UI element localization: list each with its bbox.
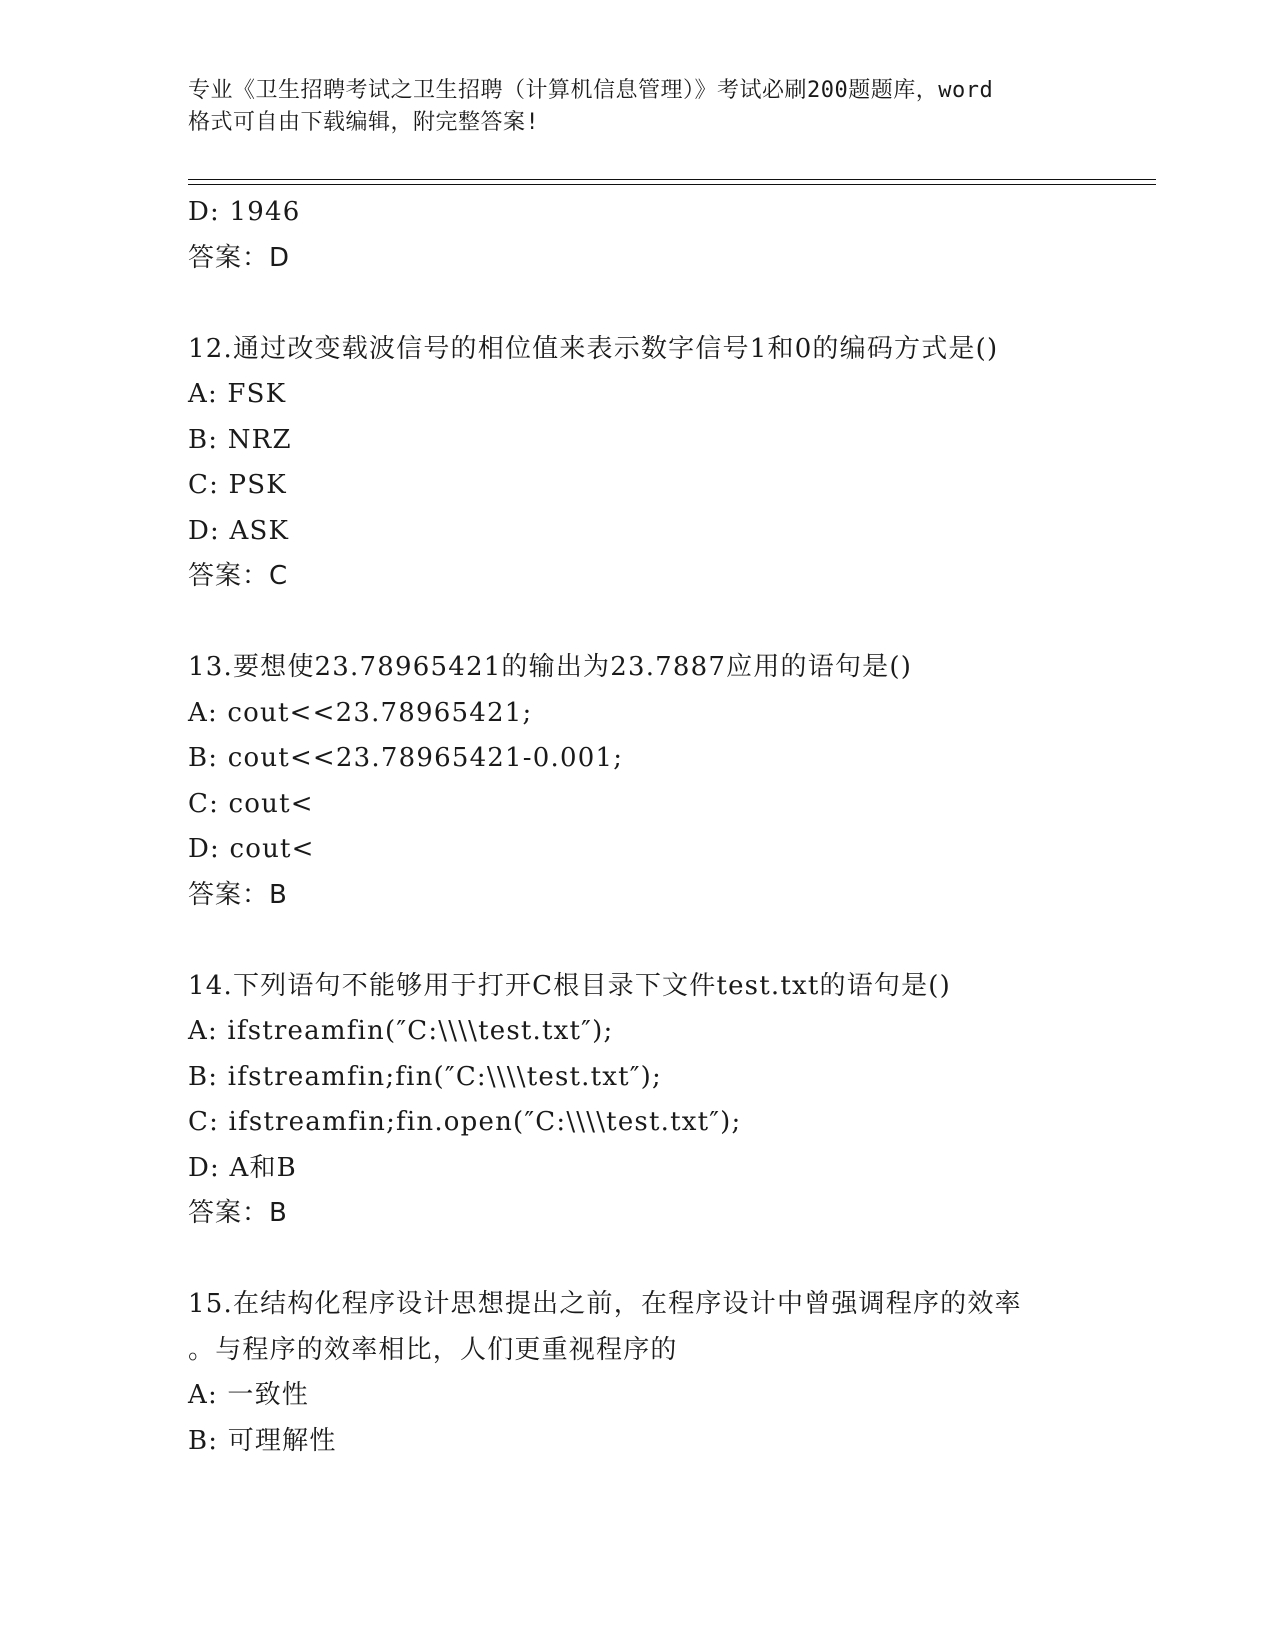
spacer	[188, 1237, 1148, 1283]
option-line: D: ASK	[188, 515, 290, 546]
answer-line: 答案：D	[188, 242, 291, 273]
question-text: 。与程序的效率相比，人们更重视程序的	[188, 1334, 678, 1365]
answer-line: 答案：B	[188, 1198, 288, 1228]
header-title-line-1: 专业《卫生招聘考试之卫生招聘（计算机信息管理）》考试必刷200题题库，word	[188, 78, 994, 103]
spacer	[188, 918, 1148, 964]
document-header	[188, 75, 1088, 139]
option-line: C: ifstreamfin;fin.open(″C:\\\\test.txt″);	[188, 1107, 742, 1137]
question-text: 14.下列语句不能够用于打开C根目录下文件test.txt的语句是()	[188, 970, 951, 1001]
option-line: C: cout<	[188, 788, 314, 819]
question-text: 12.通过改变载波信号的相位值来表示数字信号1和0的编码方式是()	[188, 333, 999, 364]
option-line: B: NRZ	[188, 424, 292, 455]
question-text: 13.要想使23.78965421的输出为23.7887应用的语句是()	[188, 652, 913, 682]
option-line: C: PSK	[188, 470, 287, 500]
option-line: D: 1946	[188, 197, 301, 227]
answer-line: 答案：B	[188, 879, 288, 910]
option-line: A: ifstreamfin(″C:\\\\test.txt″);	[188, 1016, 614, 1046]
header-divider-top	[188, 179, 1156, 180]
question-list	[188, 190, 1148, 1464]
spacer	[188, 281, 1148, 327]
option-line: B: ifstreamfin;fin(″C:\\\\test.txt″);	[188, 1061, 662, 1092]
option-line: D: cout<	[188, 834, 315, 864]
option-line: B: 可理解性	[188, 1425, 337, 1456]
header-title-line-2: 格式可自由下载编辑，附完整答案!	[188, 110, 540, 135]
answer-line: 答案：C	[188, 561, 289, 591]
option-line: A: cout<<23.78965421;	[188, 697, 533, 728]
header-divider-bottom	[188, 184, 1156, 185]
option-line: A: 一致性	[188, 1380, 310, 1410]
option-line: B: cout<<23.78965421-0.001;	[188, 743, 624, 773]
option-line: D: A和B	[188, 1152, 297, 1183]
spacer	[188, 600, 1148, 646]
question-text: 15.在结构化程序设计思想提出之前，在程序设计中曾强调程序的效率	[188, 1289, 1022, 1319]
option-line: A: FSK	[188, 379, 287, 409]
